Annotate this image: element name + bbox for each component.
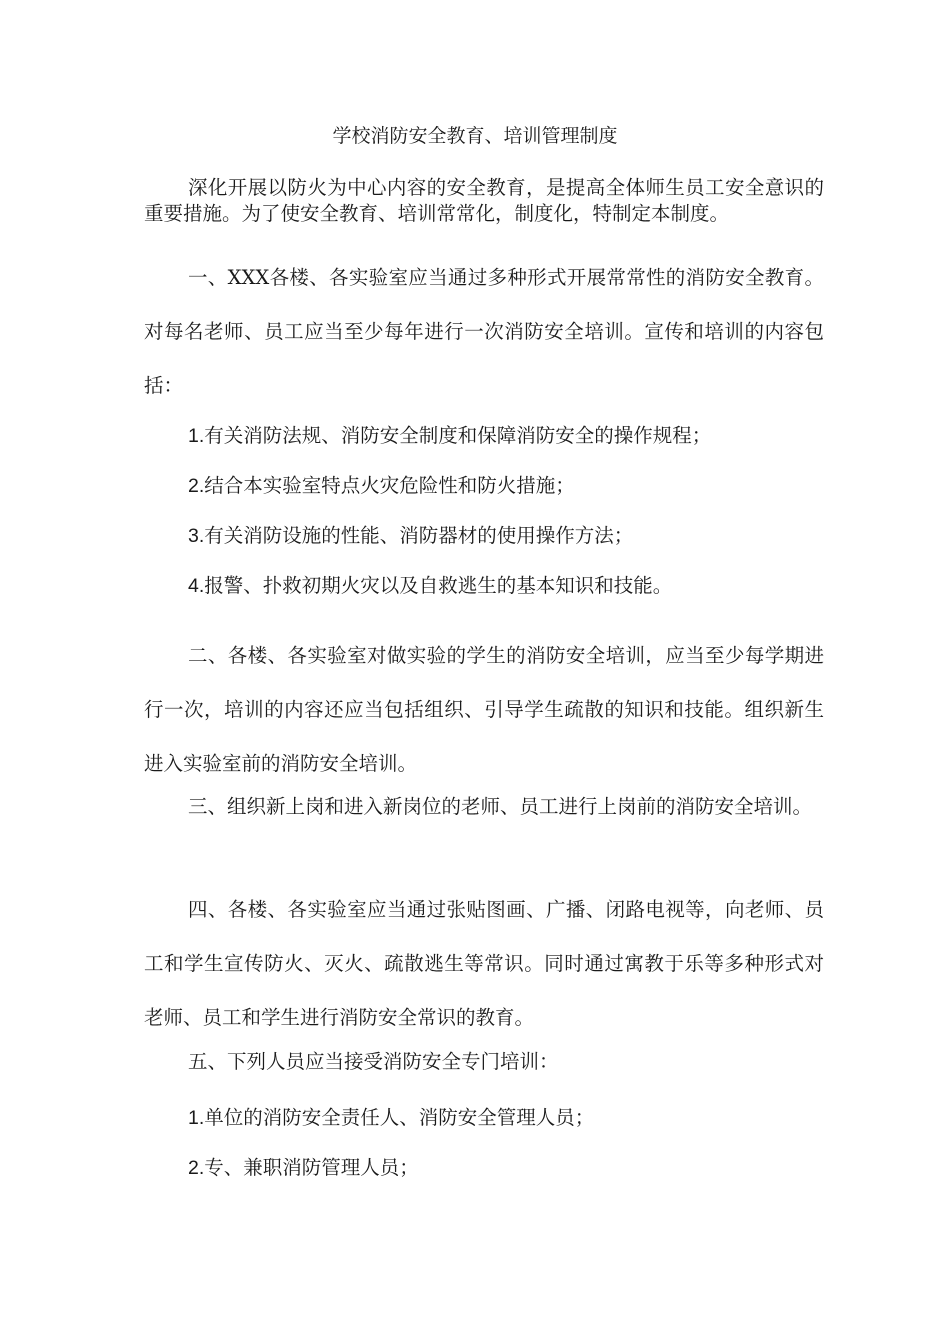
section-5-item-2 bbox=[188, 1156, 828, 1180]
section-1-item-3 bbox=[188, 524, 828, 548]
section-1-item-2 bbox=[188, 474, 828, 498]
intro-paragraph: 深化开展以防火为中心内容的安全教育，是提高全体师生员工安全意识的重要措施。为了使安全教育、培训常常化，制度化，特制定本制度。 bbox=[144, 176, 824, 225]
section-5-item-1 bbox=[188, 1106, 828, 1130]
item-number: 4. bbox=[188, 575, 205, 597]
section-1-item-1 bbox=[188, 424, 828, 448]
section-3-paragraph: 三、组织新上岗和进入新岗位的老师、员工进行上岗前的消防安全培训。 bbox=[188, 795, 813, 818]
section-1-item-4 bbox=[188, 574, 828, 598]
item-number: 1. bbox=[188, 1107, 205, 1129]
item-text: 报警、扑救初期火灾以及自救逃生的基本知识和技能。 bbox=[204, 574, 673, 597]
item-number: 1. bbox=[188, 425, 205, 447]
item-text: 有关消防法规、消防安全制度和保障消防安全的操作规程； bbox=[204, 424, 712, 447]
section-5-paragraph: 五、下列人员应当接受消防安全专门培训： bbox=[188, 1050, 559, 1073]
item-number: 2. bbox=[188, 1157, 205, 1179]
item-number: 2. bbox=[188, 475, 205, 497]
section-4-paragraph: 四、各楼、各实验室应当通过张贴图画、广播、闭路电视等，向老师、员工和学生宣传防火、灭火、疏散逃生等常识。同时通过寓教于乐等多种形式对老师、员工和学生进行消防安全常识的教育。 bbox=[144, 898, 824, 1029]
item-number: 3. bbox=[188, 525, 205, 547]
section-1-paragraph: 一、XXX各楼、各实验室应当通过多种形式开展常常性的消防安全教育。对每名老师、员工应当至少每年进行一次消防安全培训。宣传和培训的内容包括： bbox=[144, 266, 824, 397]
item-text: 专、兼职消防管理人员； bbox=[204, 1156, 419, 1179]
document-title: 学校消防安全教育、培训管理制度 bbox=[332, 125, 618, 147]
item-text: 单位的消防安全责任人、消防安全管理人员； bbox=[204, 1106, 595, 1129]
item-text: 有关消防设施的性能、消防器材的使用操作方法； bbox=[204, 524, 634, 547]
item-text: 结合本实验室特点火灾危险性和防火措施； bbox=[204, 474, 575, 497]
section-2-paragraph: 二、各楼、各实验室对做实验的学生的消防安全培训，应当至少每学期进行一次，培训的内容还应当包括组织、引导学生疏散的知识和技能。组织新生进入实验室前的消防安全培训。 bbox=[144, 644, 824, 775]
